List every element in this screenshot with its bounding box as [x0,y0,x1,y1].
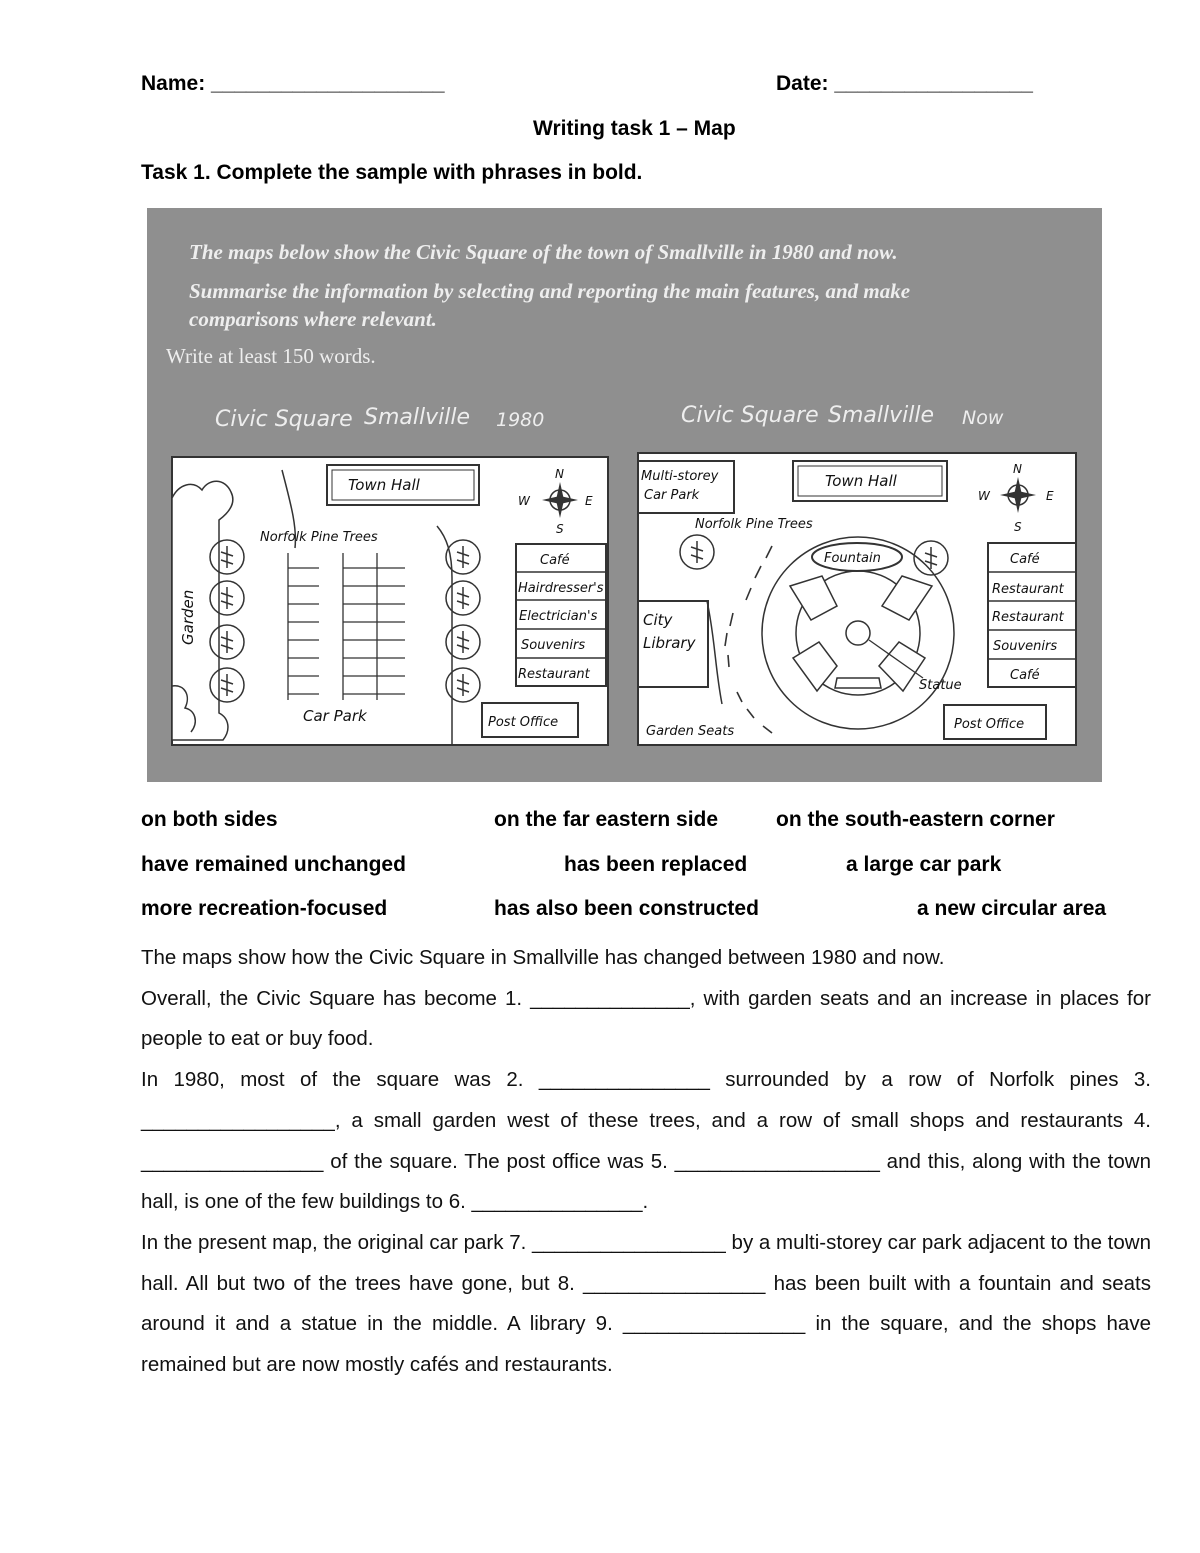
prompt-line-1: The maps below show the Civic Square of the town of Smallville in 1980 and now. [189,240,898,264]
svg-text:W: W [978,489,990,503]
library-label: Library [643,634,696,652]
garden-label: Garden [179,589,197,645]
page-title: Writing task 1 – Map [533,117,736,140]
map-now [638,453,1076,745]
task-instruction: Task 1. Complete the sample with phrases in bold. [141,161,643,184]
svg-text:E: E [585,494,593,508]
shop-now-5: Café [1010,668,1040,683]
shops-now [988,543,1076,687]
town-hall-1980-label: Town Hall [348,476,420,494]
prompt-line-3: comparisons where relevant. [189,307,437,331]
svg-text:N: N [555,467,564,481]
svg-text:S: S [556,522,564,536]
map-1980 [172,457,608,745]
shops-1980 [516,544,606,686]
phrase-6: a large car park [846,853,1002,876]
shop-now-3: Restaurant [992,610,1064,625]
svg-text:W: W [518,494,530,508]
car-park-1980-label: Car Park [303,707,367,725]
phrase-5: has been replaced [564,853,748,876]
shop-now-1: Café [1010,552,1040,567]
phrase-2: on the far eastern side [494,808,719,831]
shop-now-4: Souvenirs [993,639,1058,654]
phrase-4: have remained unchanged [141,853,406,876]
phrase-7: more recreation-focused [141,897,388,920]
name-field: Name: ____________________ [141,72,445,95]
paragraph-4: In the present map, the original car park 7. _________________ by a multi-storey car park adjacent to the town hall. All but two of the trees have gone, but 8. ________________ has been built with a fountain and seats around it and a statue in the middle. A library 9. ________________ in the square, and the shops have remained but are now mostly cafés and restaurants. [141,1230,1151,1377]
statue-label: Statue [919,678,962,693]
map-now-title-town: Smallville [828,403,934,428]
phrase-9: a new circular area [917,897,1107,920]
map-1980-title-year: 1980 [496,409,545,431]
svg-text:N: N [1013,462,1022,476]
map-now-title-place: Civic Square [681,403,819,428]
sample-answer [141,938,1151,1386]
shop-1980-5: Restaurant [518,667,590,682]
shop-1980-3: Electrician's [519,609,598,624]
shop-now-2: Restaurant [992,582,1064,597]
map-1980-title-town: Smallville [364,405,470,430]
multi-storey-label-2: Car Park [644,488,700,503]
garden-seats-label: Garden Seats [646,724,735,739]
paragraph-2: Overall, the Civic Square has become 1. ______________, with garden seats and an increase in places for people to eat or buy food. [141,986,1151,1051]
task-figure [147,208,1102,782]
shop-1980-4: Souvenirs [521,638,586,653]
pine-trees-now-label: Norfolk Pine Trees [695,517,813,532]
prompt-line-2: Summarise the information by selecting and reporting the main features, and make [189,279,911,303]
pine-trees-1980-label: Norfolk Pine Trees [260,530,378,545]
phrase-1: on both sides [141,808,278,831]
paragraph-3: In 1980, most of the square was 2. _______________ surrounded by a row of Norfolk pines 3. _________________, a small garden west of these trees, and a row of small shops and restaurants 4. ________________ of the square. The post office was 5. __________________ and this, along with the town hall, is one of the few buildings to 6. _______________. [141,1068,1151,1214]
town-hall-now-label: Town Hall [825,472,897,490]
prompt-line-4: Write at least 150 words. [166,344,376,368]
post-office-1980-label: Post Office [488,715,559,730]
date-field: Date: _________________ [776,72,1033,95]
phrase-3: on the south-eastern corner [776,808,1055,831]
post-office-now-label: Post Office [954,717,1025,732]
fountain-label: Fountain [824,551,881,566]
multi-storey-label-1: Multi-storey [641,469,719,484]
city-label: City [643,611,673,629]
phrase-8: has also been constructed [494,897,759,920]
map-now-title-year: Now [962,407,1004,429]
shop-1980-1: Café [540,553,570,568]
paragraph-1: The maps show how the Civic Square in Smallville has changed between 1980 and now. [141,946,945,969]
svg-text:S: S [1014,520,1022,534]
map-1980-title-place: Civic Square [215,407,353,432]
svg-text:E: E [1046,489,1054,503]
shop-1980-2: Hairdresser's [518,581,604,596]
maps-illustration [147,208,1102,782]
